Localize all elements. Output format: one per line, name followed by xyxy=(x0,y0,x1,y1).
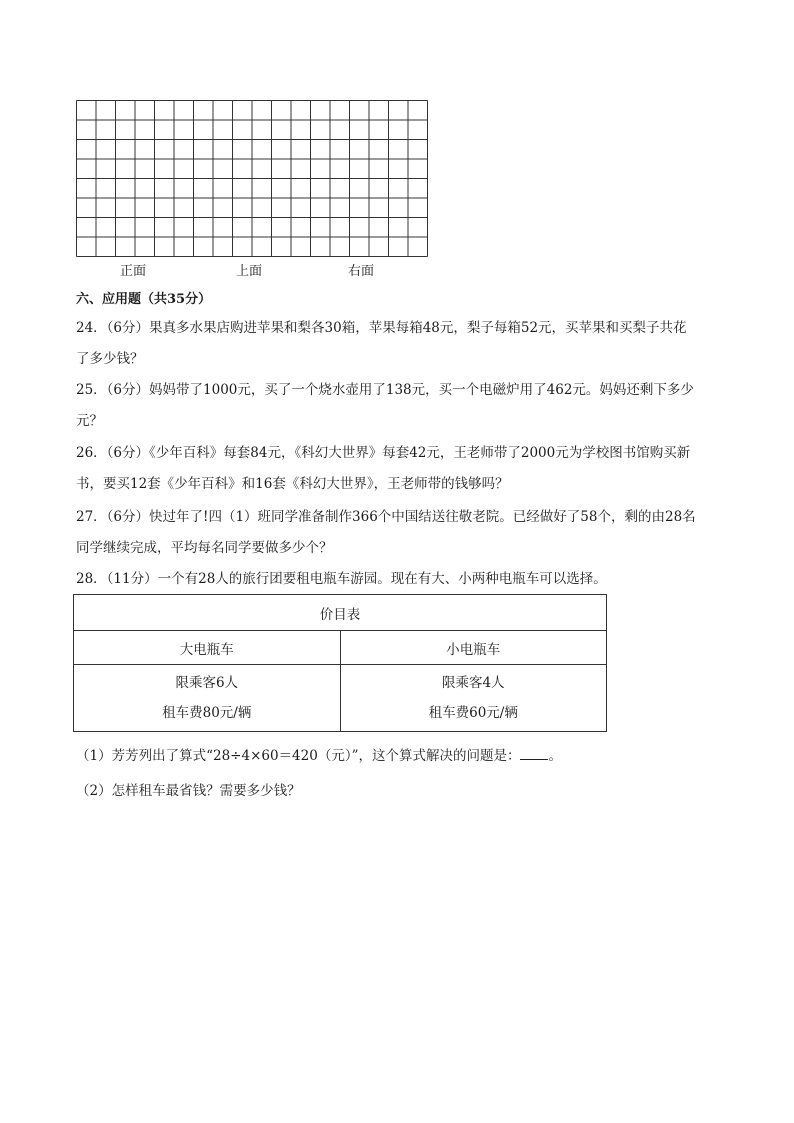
question-25 xyxy=(76,375,726,437)
section-title: 六、应用题（共35分） xyxy=(76,292,212,307)
subquestion-1-end: 。 xyxy=(548,748,562,764)
top-view-label: 上面 xyxy=(236,264,263,279)
table-title: 价目表 xyxy=(74,595,607,631)
drawing-grid-area xyxy=(76,100,429,279)
small-cart-capacity: 限乘客4人 xyxy=(441,675,505,691)
large-cart-capacity: 限乘客6人 xyxy=(175,675,239,691)
table-row xyxy=(74,665,607,732)
price-table xyxy=(73,594,607,732)
question-text-line: 元？ xyxy=(76,413,103,429)
question-27 xyxy=(76,502,726,564)
subquestion-2: （2）怎样租车最省钱？需要多少钱？ xyxy=(76,783,301,799)
question-26 xyxy=(76,438,726,500)
question-text-line: 同学继续完成，平均每名同学要做多少个？ xyxy=(76,540,333,556)
table-row xyxy=(74,631,607,665)
question-text-line: 书，要买12套《少年百科》和16套《科幻大世界》，王老师带的钱够吗？ xyxy=(76,476,509,492)
question-text-line: 26．（6分）《少年百科》每套84元，《科幻大世界》每套42元，王老师带了2000元为学校图书馆购买新 xyxy=(76,445,691,461)
grid-view-labels xyxy=(76,260,436,280)
front-view-label: 正面 xyxy=(120,264,147,279)
question-text-line: 了多少钱？ xyxy=(76,351,144,367)
question-28 xyxy=(76,564,726,595)
table-cell-small-cart: 小电瓶车 xyxy=(340,631,607,665)
large-cart-fee: 租车费80元/辆 xyxy=(162,705,252,721)
question-text-line: 24．（6分）果真多水果店购进苹果和梨各30箱，苹果每箱48元，梨子每箱52元，买苹果和买梨子共花 xyxy=(76,320,687,336)
answer-blank[interactable] xyxy=(520,747,548,760)
subquestion-1-text: （1）芳芳列出了算式“28÷4×60＝420（元）”，这个算式解决的问题是： xyxy=(76,748,521,764)
subquestion-1 xyxy=(76,744,562,764)
right-view-label: 右面 xyxy=(348,264,375,279)
table-cell-small-cart-details xyxy=(340,665,607,732)
question-24 xyxy=(76,313,726,375)
square-grid xyxy=(76,100,429,259)
question-text-line: 28．（11分）一个有28人的旅行团要租电瓶车游园。现在有大、小两种电瓶车可以选择。 xyxy=(76,571,607,587)
table-cell-large-cart-details xyxy=(74,665,341,732)
question-text-line: 25．（6分）妈妈带了1000元，买了一个烧水壶用了138元，买一个电磁炉用了462元。妈妈还剩下多少 xyxy=(76,382,694,398)
small-cart-fee: 租车费60元/辆 xyxy=(428,705,518,721)
question-text-line: 27．（6分）快过年了!四（1）班同学准备制作366个中国结送往敬老院。已经做好了58个，剩的由28名 xyxy=(76,509,696,525)
table-row xyxy=(74,595,607,631)
table-cell-large-cart: 大电瓶车 xyxy=(74,631,341,665)
